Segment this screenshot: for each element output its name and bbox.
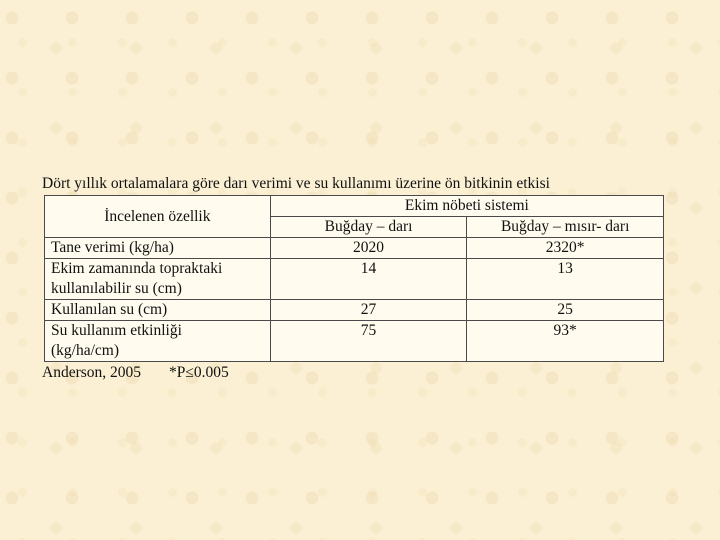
row-label bbox=[45, 238, 271, 259]
table-cell: 2020 bbox=[270, 238, 467, 259]
row-label bbox=[45, 259, 271, 300]
table-cell: 2320* bbox=[467, 238, 664, 259]
row-label-line: Su kullanım etkinliği bbox=[51, 322, 182, 339]
significance-note: *P≤0.005 bbox=[169, 364, 229, 381]
header-row bbox=[45, 196, 664, 217]
table-cell: 13 bbox=[467, 259, 664, 300]
footnote bbox=[42, 362, 664, 384]
row-label-line: kullanılabilir su (cm) bbox=[51, 280, 182, 297]
table-caption: Dört yıllık ortalamalara göre darı verimi ve su kullanımı üzerine ön bitkinin etkisi bbox=[42, 175, 550, 192]
table-row bbox=[45, 238, 664, 259]
table-row bbox=[45, 300, 664, 321]
row-label-line: Kullanılan su (cm) bbox=[51, 301, 168, 318]
row-label bbox=[45, 321, 271, 362]
data-table bbox=[44, 195, 664, 362]
row-label bbox=[45, 300, 271, 321]
table-row bbox=[45, 321, 664, 362]
row-label-line: (kg/ha/cm) bbox=[51, 342, 120, 359]
row-label-line: Tane verimi (kg/ha) bbox=[51, 239, 174, 256]
system-1-header: Buğday – darı bbox=[270, 217, 467, 238]
row-label-line: Ekim zamanında topraktaki bbox=[51, 260, 223, 277]
document-content bbox=[40, 173, 664, 384]
system-2-header: Buğday – mısır- darı bbox=[467, 217, 664, 238]
table-cell: 25 bbox=[467, 300, 664, 321]
table-cell: 14 bbox=[270, 259, 467, 300]
system-header: Ekim nöbeti sistemi bbox=[270, 196, 663, 217]
table-cell: 93* bbox=[467, 321, 664, 362]
table-cell: 75 bbox=[270, 321, 467, 362]
property-header: İncelenen özellik bbox=[45, 196, 271, 238]
table-cell: 27 bbox=[270, 300, 467, 321]
source-citation: Anderson, 2005 bbox=[42, 364, 142, 381]
table-row bbox=[45, 259, 664, 300]
